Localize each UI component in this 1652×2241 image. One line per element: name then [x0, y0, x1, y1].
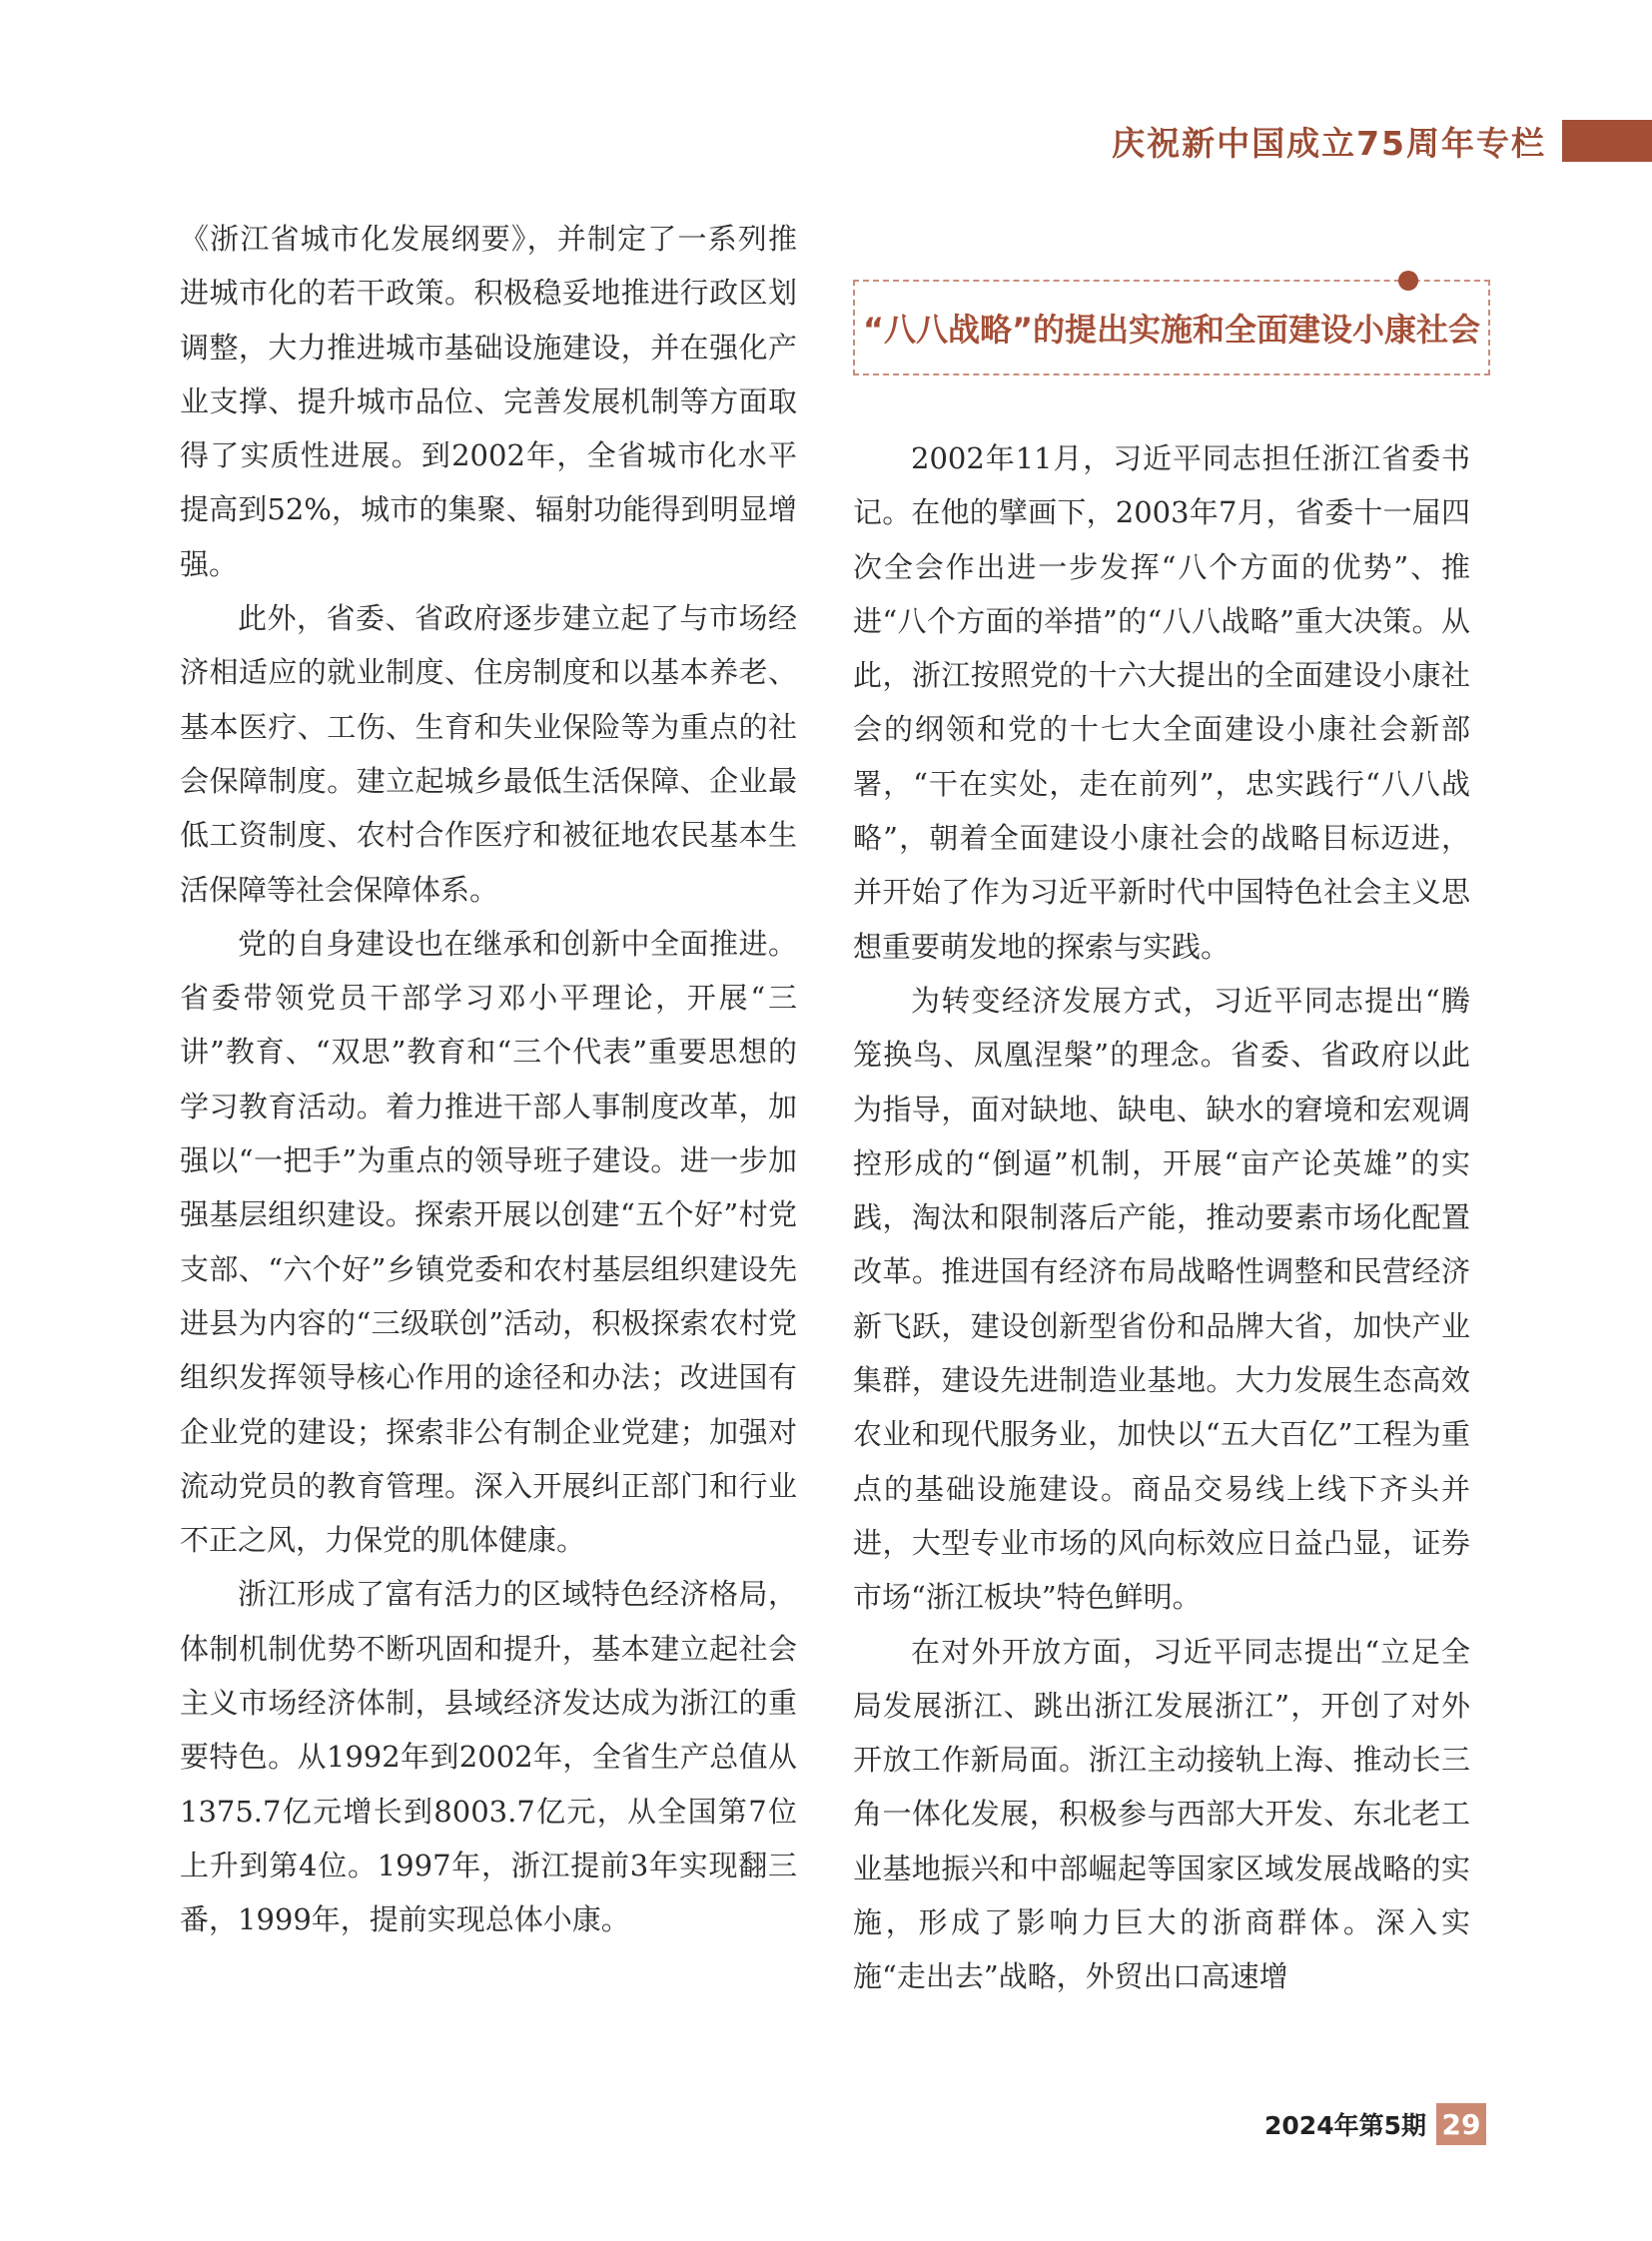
left-column — [180, 212, 797, 1947]
paragraph: 2002年11月，习近平同志担任浙江省委书记。在他的擘画下，2003年7月，省委十一届四次全会作出进一步发挥“八个方面的优势”、推进“八个方面的举措”的“八八战略”重大决策。从此，浙江按照党的十六大提出的全面建设小康社会的纲领和党的十七大全面建设小康社会新部署，“干在实处，走在前列”，忠实践行“八八战略”，朝着全面建设小康社会的战略目标迈进，并开始了作为习近平新时代中国特色社会主义思想重要萌发地的探索与实践。 — [853, 441, 1470, 964]
column-title: 庆祝新中国成立75周年专栏 — [1112, 123, 1546, 163]
paragraph: 在对外开放方面，习近平同志提出“立足全局发展浙江、跳出浙江发展浙江”，开创了对外开放工作新局面。浙江主动接轨上海、推动长三角一体化发展，积极参与西部大开发、东北老工业基地振兴和中部崛起等国家区域发展战略的实施，形成了影响力巨大的浙商群体。深入实施“走出去”战略，外贸出口高速增 — [853, 1634, 1470, 1994]
page-footer — [1264, 2103, 1486, 2145]
page-header — [1112, 120, 1652, 162]
section-dot-icon — [1398, 271, 1418, 291]
paragraph: 浙江形成了富有活力的区域特色经济格局，体制机制优势不断巩固和提升，基本建立起社会主义市场经济体制，县域经济发达成为浙江的重要特色。从1992年到2002年，全省生产总值从1375.7亿元增长到8003.7亿元，从全国第7位上升到第4位。1997年，浙江提前3年实现翻三番，1999年，提前实现总体小康。 — [180, 1577, 797, 1937]
issue-label: 2024年第5期 — [1264, 2111, 1426, 2140]
paragraph: 《浙江省城市化发展纲要》，并制定了一系列推进城市化的若干政策。积极稳妥地推进行政区划调整，大力推进城市基础设施建设，并在强化产业支撑、提升城市品位、完善发展机制等方面取得了实质性进展。到2002年，全省城市化水平提高到52%，城市的集聚、辐射功能得到明显增强。 — [180, 222, 797, 581]
right-column — [853, 431, 1470, 2004]
paragraph: 此外，省委、省政府逐步建立起了与市场经济相适应的就业制度、住房制度和以基本养老、基本医疗、工伤、生育和失业保险等为重点的社会保障制度。建立起城乡最低生活保障、企业最低工资制度、农村合作医疗和被征地农民基本生活保障等社会保障体系。 — [180, 601, 797, 907]
section-title: “八八战略”的提出实施和全面建设小康社会 — [862, 311, 1481, 349]
page-number: 29 — [1436, 2103, 1486, 2145]
header-accent-bar — [1562, 120, 1652, 162]
paragraph: 党的自身建设也在继承和创新中全面推进。省委带领党员干部学习邓小平理论，开展“三讲”教育、“双思”教育和“三个代表”重要思想的学习教育活动。着力推进干部人事制度改革，加强以“一把手”为重点的领导班子建设。进一步加强基层组织建设。探索开展以创建“五个好”村党支部、“六个好”乡镇党委和农村基层组织建设先进县为内容的“三级联创”活动，积极探索农村党组织发挥领导核心作用的途径和办法；改进国有企业党的建设；探索非公有制企业党建；加强对流动党员的教育管理。深入开展纠正部门和行业不正之风，力保党的肌体健康。 — [180, 926, 797, 1558]
section-heading-box — [853, 280, 1490, 375]
paragraph: 为转变经济发展方式，习近平同志提出“腾笼换鸟、凤凰涅槃”的理念。省委、省政府以此为指导，面对缺地、缺电、缺水的窘境和宏观调控形成的“倒逼”机制，开展“亩产论英雄”的实践，淘汰和限制落后产能，推动要素市场化配置改革。推进国有经济布局战略性调整和民营经济新飞跃，建设创新型省份和品牌大省，加快产业集群，建设先进制造业基地。大力发展生态高效农业和现代服务业，加快以“五大百亿”工程为重点的基础设施建设。商品交易线上线下齐头并进，大型专业市场的风向标效应日益凸显，证券市场“浙江板块”特色鲜明。 — [853, 983, 1470, 1615]
